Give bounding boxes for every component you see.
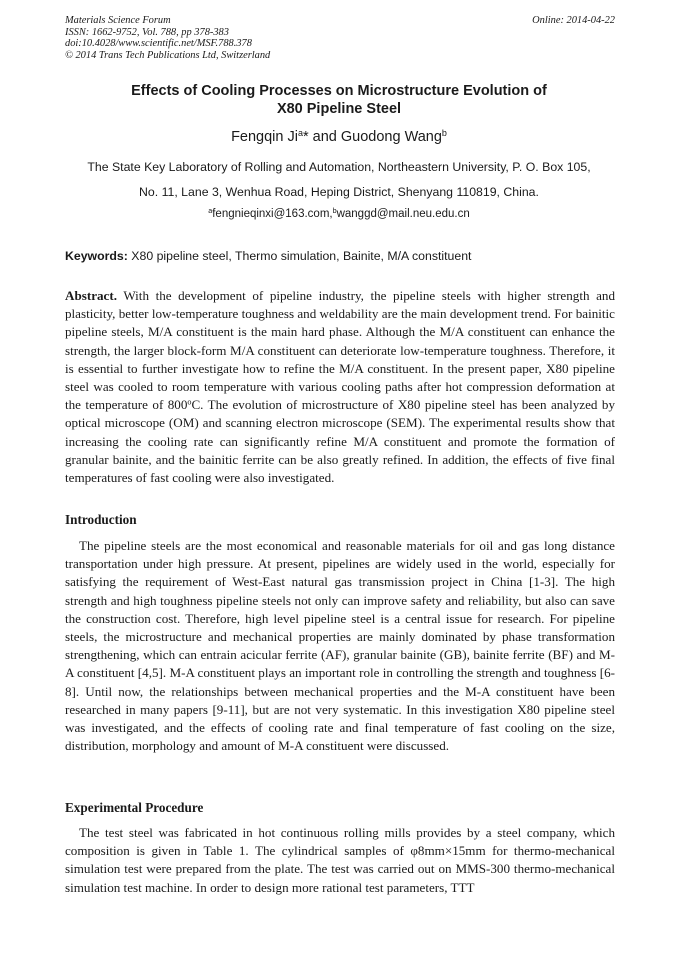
doi-line: doi:10.4028/www.scientific.net/MSF.788.378: [65, 38, 252, 50]
email-a: fengnieqinxi@163.com: [212, 208, 330, 220]
author-separator: and: [308, 129, 341, 145]
experimental-text: The test steel was fabricated in hot continuous rolling mills provides by a steel company, which composition is given in Table 1. The cylindrical samples of φ8mm×15mm for thermo-mechanical simulation test were prepared from the plate. The test was carried out on MMS-300 thermo-mechanical simulation test machine. In order to design more rational test parameters, TTT: [65, 825, 615, 895]
email-b: wanggd@mail.neu.edu.cn: [336, 208, 470, 220]
paper-title: [60, 82, 618, 118]
abstract: [65, 287, 615, 487]
abstract-label: Abstract.: [65, 288, 117, 303]
title-line-2: X80 Pipeline Steel: [276, 101, 402, 117]
online-date: Online: 2014-04-22: [532, 15, 615, 26]
keywords-text: X80 pipeline steel, Thermo simulation, Bainite, M/A constituent: [127, 249, 472, 263]
author-2: Guodong Wang: [340, 129, 442, 145]
introduction-text: The pipeline steels are the most economical and reasonable materials for oil and gas long distance transportation under high pressure. At present, pipelines are widely used in the world, especially for satisfying the requirement of West-East natural gas transmission project in China [1-3]. The high strength and high toughness pipeline steels not only can improve safety and reliability, but also can save the construction cost. Therefore, high level pipeline steel is a central issue for research. For pipeline steels, the microstructure and mechanical properties are mainly dominated by phase transformation strengthening, which can entrain acicular ferrite (AF), granular bainite (GB), bainite ferrite (BF) and M-A constituent [4,5]. M-A constituent plays an important role in controlling the strength and toughness [6-8]. Until now, the relationships between mechanical properties and the M-A constituent have been researched in many papers [9-11], but are not very systematic. In this investigation X80 pipeline steel was investigated, and the effects of cooling rate and final temperature of fast cooling on the size, distribution, morphology and amount of M-A constituent were discussed.: [65, 538, 615, 754]
email-a-mark: a: [208, 207, 213, 216]
email-separator: ,: [329, 208, 333, 220]
abstract-text-2: C. The evolution of microstructure of X80 pipeline steel has been analyzed by optical microscope (OM) and scanning electron microscope (SEM). The experimental results show that increasing the cooling rate can significantly refine M/A constituent and promote the formation of granular bainite, and the bainitic ferrite can be also greatly refined. In addition, the effects of five final temperatures of fast cooling were also investigated.: [65, 397, 615, 486]
keywords-label: Keywords:: [65, 249, 128, 263]
corresponding-mark: *: [302, 129, 309, 145]
author-emails: [60, 208, 618, 220]
keywords: [65, 249, 615, 263]
title-line-1: Effects of Cooling Processes on Microstructure Evolution of: [131, 83, 547, 99]
affiliation-line-2: No. 11, Lane 3, Wenhua Road, Heping District, Shenyang 110819, China.: [139, 185, 539, 199]
author-2-affil-mark: b: [441, 128, 447, 139]
author-list: [60, 129, 618, 145]
affiliation-line-1: The State Key Laboratory of Rolling and Automation, Northeastern University, P. O. Box 105,: [87, 160, 591, 174]
author-1-affil-mark: a: [297, 128, 303, 139]
author-1: Fengqin Ji: [231, 129, 298, 145]
copyright-line: © 2014 Trans Tech Publications Ltd, Switzerland: [65, 49, 271, 61]
journal-name: Materials Science Forum: [65, 15, 171, 26]
issn-line: ISSN: 1662-9752, Vol. 788, pp 378-383: [65, 26, 229, 38]
journal-header: [65, 15, 615, 61]
abstract-text-1: With the development of pipeline industry, the pipeline steels with higher strength and plasticity, better low-temperature toughness and weldability are the main development trend. For bainitic pipeline steels, M/A constituent is the main hard phase. Although the M/A constituent can enhance the strength, the larger block-form M/A constituent can deteriorate low-temperature toughness. Therefore, it is essential to further investigate how to refine the M/A constituent. In the present paper, X80 pipeline steel was cooled to room temperature with various cooling paths after hot compression deformation at the temperature of 800: [65, 288, 615, 413]
introduction-heading: Introduction: [65, 512, 137, 527]
email-b-mark: b: [332, 207, 337, 216]
degree-mark: o: [187, 397, 192, 407]
experimental-heading: Experimental Procedure: [65, 800, 204, 815]
